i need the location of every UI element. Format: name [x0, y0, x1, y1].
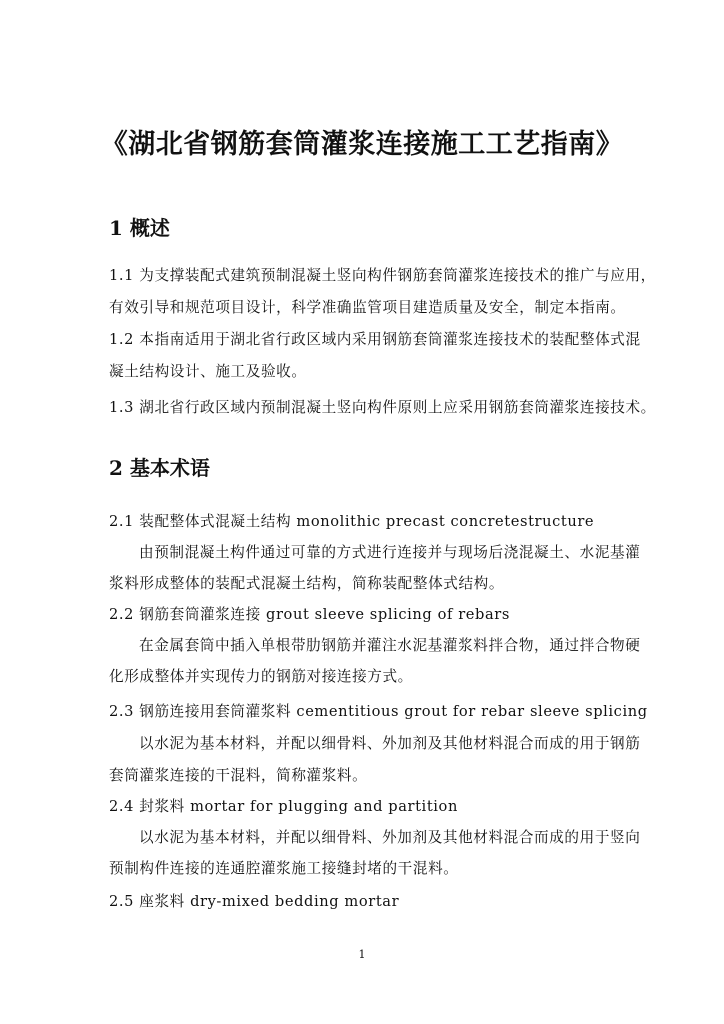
paragraph-line: 化形成整体并实现传力的钢筋对接连接方式。: [109, 668, 413, 685]
paragraph-line: 以水泥为基本材料，并配以细骨料、外加剂及其他材料混合而成的用于钢筋: [139, 735, 641, 752]
section-heading-terms: 2 基本术语: [109, 456, 210, 480]
paragraph-line: 在金属套筒中插入单根带肋钢筋并灌注水泥基灌浆料拌合物，通过拌合物硬: [139, 637, 641, 654]
term-heading: 2.2 钢筋套筒灌浆连接 grout sleeve splicing of rebars: [109, 606, 510, 623]
paragraph-line: 套筒灌浆连接的干混料，简称灌浆料。: [109, 767, 368, 784]
paragraph-line: 1.1 为支撑装配式建筑预制混凝土竖向构件钢筋套筒灌浆连接技术的推广与应用，: [109, 267, 656, 284]
paragraph-line: 有效引导和规范项目设计，科学准确监管项目建造质量及安全，制定本指南。: [109, 299, 626, 316]
term-heading: 2.3 钢筋连接用套筒灌浆料 cementitious grout for rebar sleeve splicing: [109, 703, 648, 720]
paragraph-line: 以水泥为基本材料，并配以细骨料、外加剂及其他材料混合而成的用于竖向: [139, 829, 641, 846]
paragraph-line: 预制构件连接的连通腔灌浆施工接缝封堵的干混料。: [109, 860, 459, 877]
section-heading-overview: 1 概述: [109, 216, 170, 240]
term-heading: 2.4 封浆料 mortar for plugging and partition: [109, 798, 458, 815]
term-heading: 2.1 装配整体式混凝土结构 monolithic precast concretestructure: [109, 513, 595, 530]
paragraph-line: 凝土结构设计、施工及验收。: [109, 363, 307, 380]
paragraph-line: 1.3 湖北省行政区域内预制混凝土竖向构件原则上应采用钢筋套筒灌浆连接技术。: [109, 399, 656, 416]
document-title: 《湖北省钢筋套筒灌浆连接施工工艺指南》: [100, 129, 624, 160]
paragraph-line: 由预制混凝土构件通过可靠的方式进行连接并与现场后浇混凝土、水泥基灌: [139, 544, 641, 561]
paragraph-line: 浆料形成整体的装配式混凝土结构，简称装配整体式结构。: [109, 575, 505, 592]
paragraph-line: 1.2 本指南适用于湖北省行政区域内采用钢筋套筒灌浆连接技术的装配整体式混: [109, 331, 641, 348]
term-heading: 2.5 座浆料 dry-mixed bedding mortar: [109, 893, 400, 910]
page-number: 1: [358, 948, 366, 961]
